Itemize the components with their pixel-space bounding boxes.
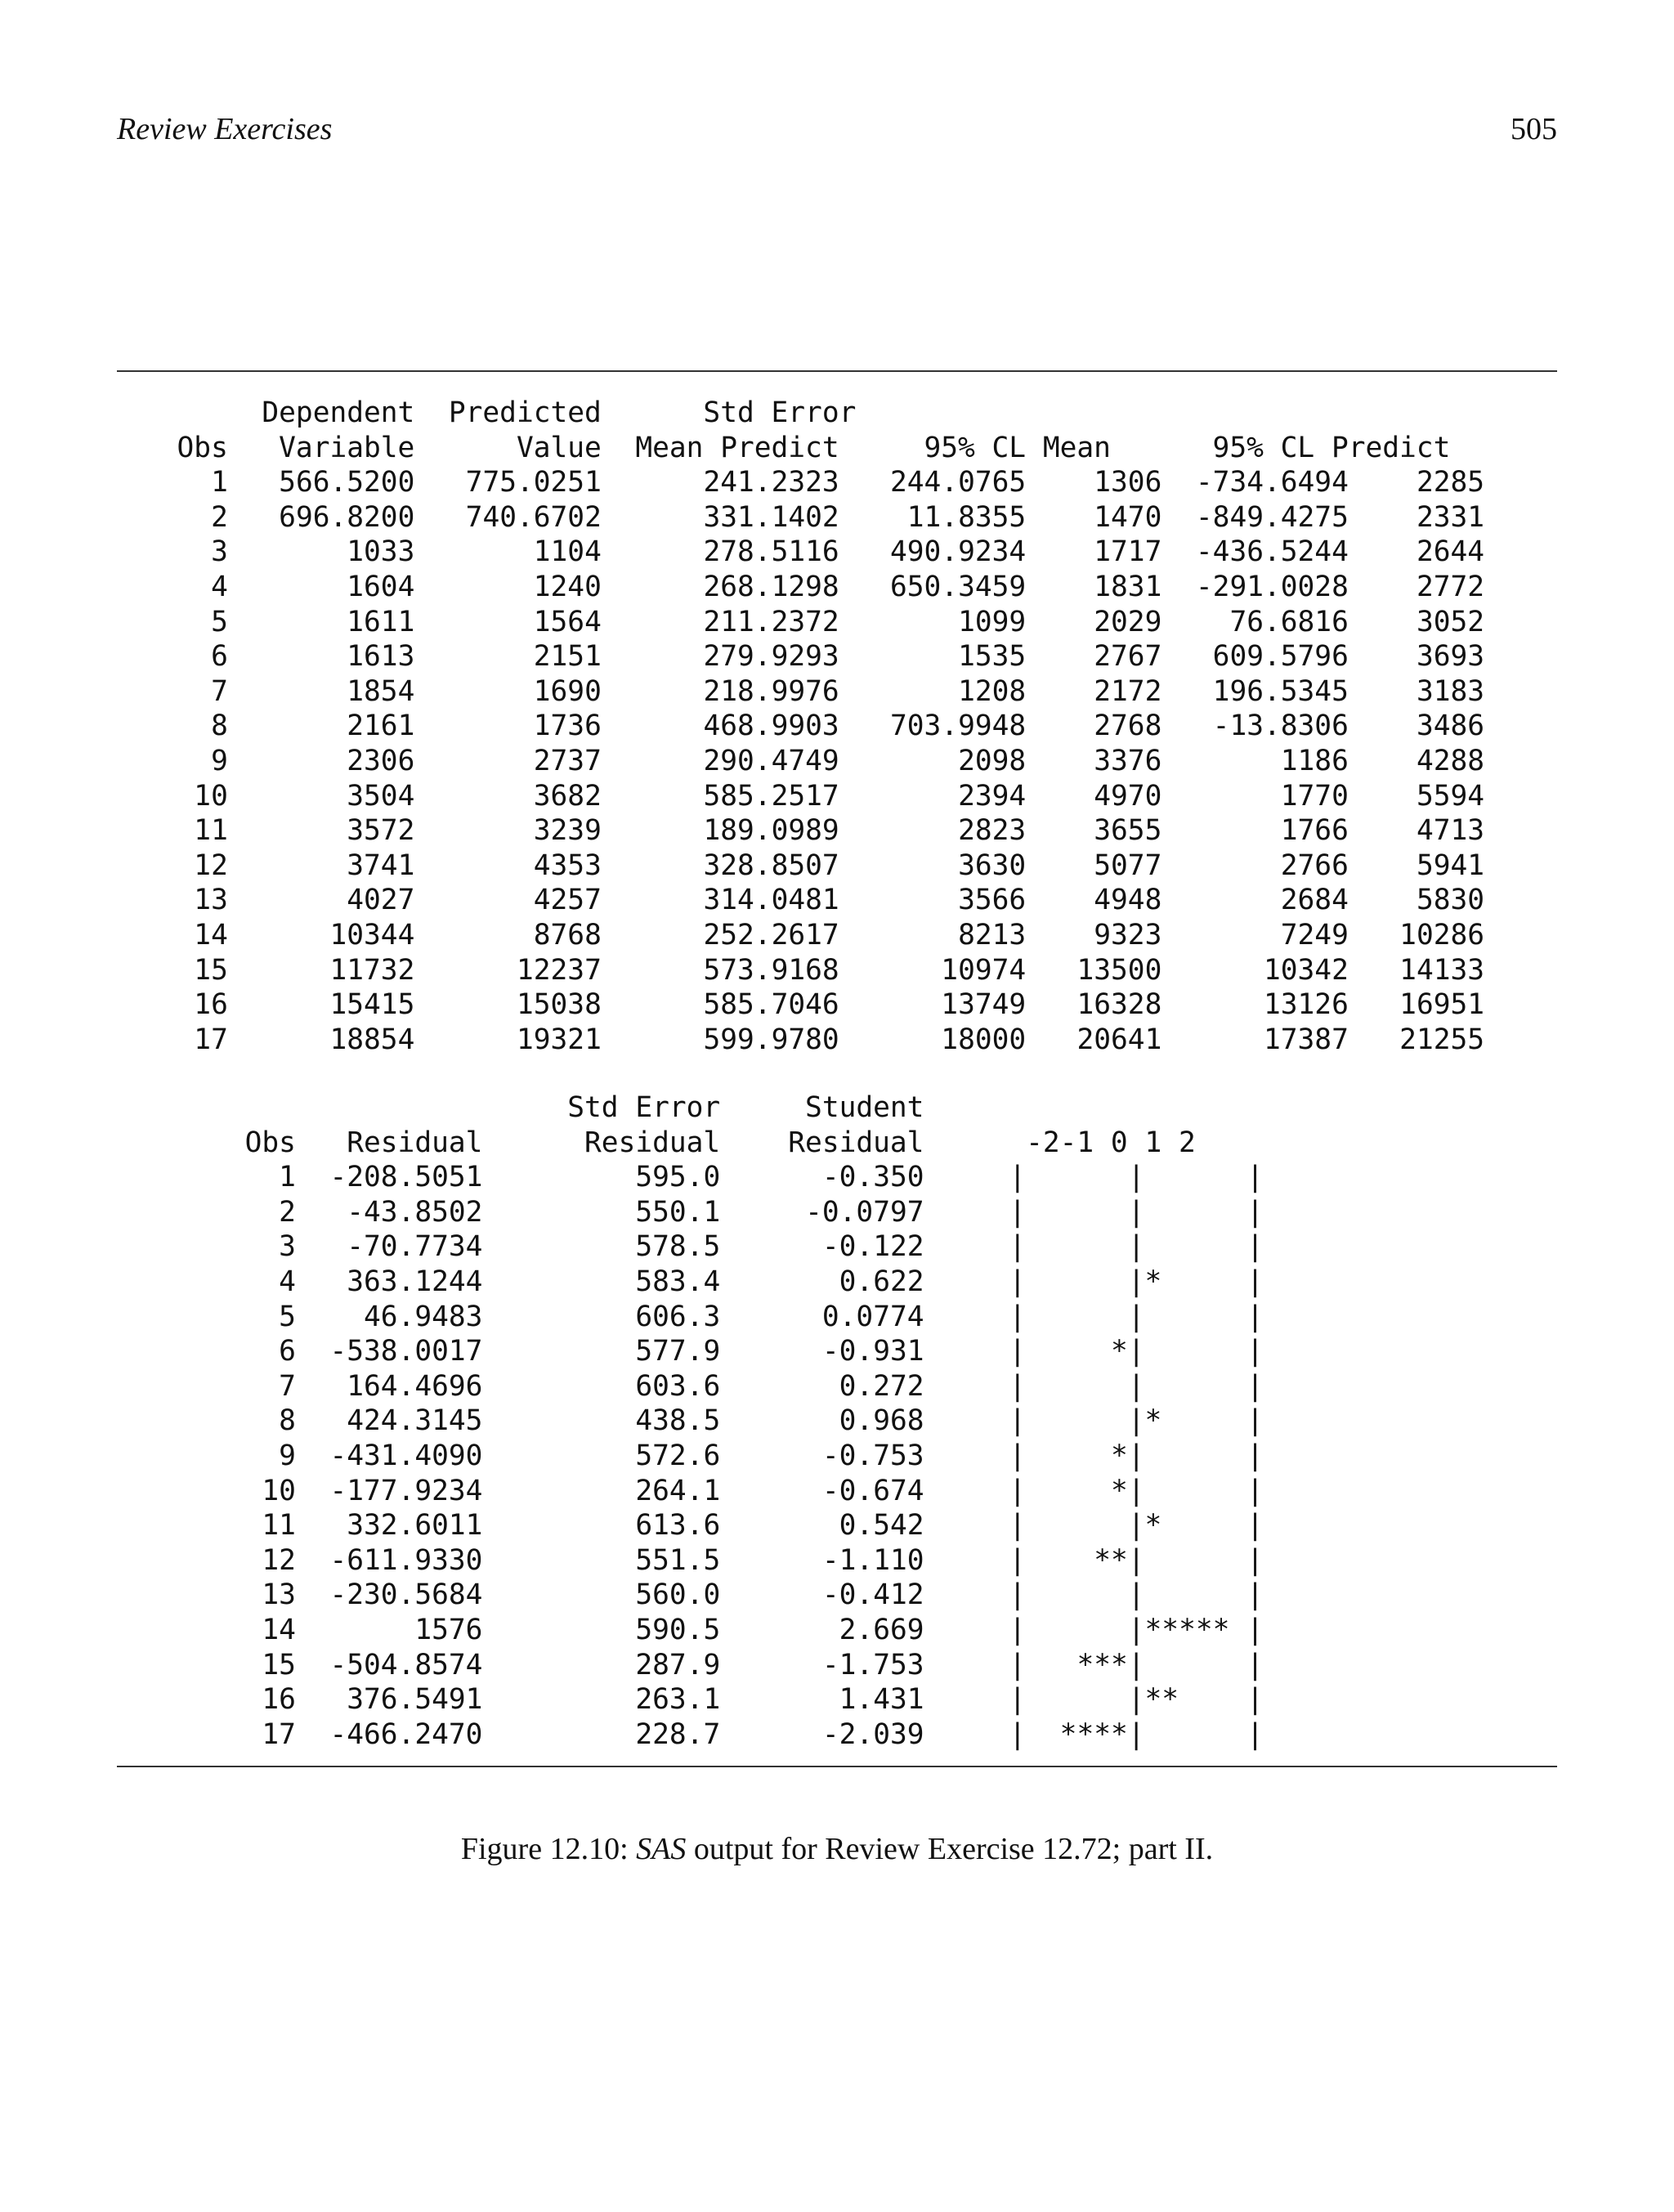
table-cell: | *| | [1009,1439,1264,1472]
table-cell: 11732 [244,953,415,987]
table-row [143,1544,1264,1577]
top-rule [117,370,1557,372]
table-cell: 16 [143,988,228,1022]
table-cell: 12 [143,1543,296,1577]
table-cell: 11 [143,814,228,848]
table-cell: 2823 [856,814,1027,848]
table-cell: 8213 [856,918,1027,952]
table-cell: 3655 [1042,814,1162,848]
table-cell: 4970 [1042,779,1162,813]
table-cell: 3566 [856,884,1027,917]
table-cell: 5594 [1365,779,1485,813]
table-cell: 2394 [856,779,1027,813]
table-cell: 4713 [1365,814,1485,848]
table2-header-1: Std Error Student [143,1091,924,1124]
table-cell: 1770 [1179,779,1349,813]
table-cell: 566.5200 [244,466,415,499]
table-row [143,1404,1264,1437]
table-cell: 14 [143,918,228,952]
table-cell: 595.0 [499,1161,721,1194]
table-cell: 17 [143,1023,228,1056]
table-cell: -70.7734 [312,1230,483,1264]
table-cell: 1 [143,1161,296,1194]
table-row [143,1335,1264,1368]
table-cell: 613.6 [499,1509,721,1543]
caption-suffix: output for Review Exercise 12.72; part II. [686,1832,1214,1866]
table-cell: 15038 [432,988,602,1022]
table-cell: -1.110 [737,1543,924,1577]
table-cell: 15415 [244,988,415,1022]
table-cell: 2644 [1365,535,1485,569]
table-cell: 3239 [432,814,602,848]
table-cell: 2737 [432,744,602,777]
table-cell: 560.0 [499,1578,721,1612]
table-cell: 490.9234 [856,535,1027,569]
table-cell: 263.1 [499,1683,721,1717]
table-cell: 13749 [856,988,1027,1022]
table-cell: 1.431 [737,1683,924,1717]
table-cell: 10344 [244,918,415,952]
table-cell: 0.272 [737,1369,924,1403]
table-row [143,1614,1264,1646]
table-cell: 7 [143,674,228,708]
table-cell: -466.2470 [312,1717,483,1751]
table-cell: 696.8200 [244,500,415,534]
table-cell: 1831 [1042,570,1162,603]
table-cell: 7249 [1179,918,1349,952]
table-cell: 228.7 [499,1717,721,1751]
table-cell: -291.0028 [1179,570,1349,603]
table-row [143,1578,1264,1611]
table-cell: 3504 [244,779,415,813]
table-cell: 572.6 [499,1439,721,1472]
table-cell: 1240 [432,570,602,603]
table-cell: 2767 [1042,640,1162,674]
table-row [143,745,1484,777]
table-cell: | |***** | [1009,1613,1264,1646]
table-row [143,1370,1264,1403]
table-cell: 2772 [1365,570,1485,603]
table-cell: 1470 [1042,500,1162,534]
table-cell: -0.753 [737,1439,924,1472]
table-cell: 1033 [244,535,415,569]
table-cell: 551.5 [499,1543,721,1577]
table-cell: -0.350 [737,1161,924,1194]
table-cell: 10342 [1179,953,1349,987]
table-cell: 438.5 [499,1404,721,1438]
table-cell: | |** | [1009,1683,1264,1717]
table-cell: | **| | [1009,1543,1264,1577]
table-cell: 218.9976 [618,674,839,708]
table-cell: | *| | [1009,1335,1264,1368]
table-row [143,919,1484,952]
table-cell: 606.3 [499,1300,721,1333]
table-cell: -1.753 [737,1648,924,1681]
table-cell: -208.5051 [312,1161,483,1194]
table-cell: 244.0765 [856,466,1027,499]
table-cell: -436.5244 [1179,535,1349,569]
table-cell: 2098 [856,744,1027,777]
table-cell: -0.0797 [737,1195,924,1229]
table-cell: 3 [143,1230,296,1264]
table-cell: -538.0017 [312,1335,483,1368]
table-cell: 775.0251 [432,466,602,499]
table-cell: 18000 [856,1023,1027,1056]
caption-prefix: Figure 12.10: [460,1832,637,1866]
table-row [143,571,1484,603]
table-cell: 18854 [244,1023,415,1056]
table-row [143,710,1484,742]
table-cell: 0.622 [737,1265,924,1298]
table-cell: 287.9 [499,1648,721,1681]
table-row [143,988,1484,1021]
table-cell: 8 [143,710,228,743]
table-cell: 603.6 [499,1369,721,1403]
table2-header-2: Obs Residual Residual Residual -2-1 0 1 2 [143,1126,1196,1159]
table-cell: 583.4 [499,1265,721,1298]
table-cell: 2 [143,500,228,534]
table-row [143,1440,1264,1472]
table-cell: -611.9330 [312,1543,483,1577]
table1-header-2: Obs Variable Value Mean Predict 95% CL Mean 95% CL Predict [143,431,1451,464]
table-cell: 740.6702 [432,500,602,534]
table-cell: 12237 [432,953,602,987]
table-cell: 2.669 [737,1613,924,1646]
table-row [143,780,1484,813]
table-cell: 13500 [1042,953,1162,987]
table-cell: 3183 [1365,674,1485,708]
table-cell: 278.5116 [618,535,839,569]
table-cell: | ***| | [1009,1648,1264,1681]
table-row [143,814,1484,847]
table-cell: 5 [143,605,228,638]
table-cell: 7 [143,1369,296,1403]
table-cell: 599.9780 [618,1023,839,1056]
table-row [143,1265,1264,1298]
table-cell: 314.0481 [618,884,839,917]
table-cell: 76.6816 [1179,605,1349,638]
table-cell: 4 [143,1265,296,1298]
table-cell: 1604 [244,570,415,603]
table-cell: 585.7046 [618,988,839,1022]
table-cell: 10 [143,1474,296,1507]
table-cell: 1564 [432,605,602,638]
table-cell: 10 [143,779,228,813]
table-cell: 3682 [432,779,602,813]
table-cell: 19321 [432,1023,602,1056]
table-cell: 14 [143,1613,296,1646]
table-cell: 4353 [432,849,602,882]
table-cell: -13.8306 [1179,710,1349,743]
table-cell: | | | [1009,1578,1264,1612]
table-cell: 13 [143,884,228,917]
table-cell: -0.412 [737,1578,924,1612]
table-cell: | | | [1009,1230,1264,1264]
table-cell: 189.0989 [618,814,839,848]
table-cell: 1099 [856,605,1027,638]
table-cell: 5941 [1365,849,1485,882]
table-cell: 10286 [1365,918,1485,952]
figure-caption [0,1831,1674,1867]
table-cell: 15 [143,953,228,987]
table-cell: 12 [143,849,228,882]
table-cell: 1306 [1042,466,1162,499]
table-row [143,849,1484,882]
table-cell: 20641 [1042,1023,1162,1056]
table-row [143,1509,1264,1542]
table-cell: 0.542 [737,1509,924,1543]
table-cell: 164.4696 [312,1369,483,1403]
table-cell: 9 [143,1439,296,1472]
table-cell: -230.5684 [312,1578,483,1612]
table-cell: -0.931 [737,1335,924,1368]
table-row [143,606,1484,638]
table-cell: 6 [143,640,228,674]
table-row [143,1301,1264,1333]
table-cell: -734.6494 [1179,466,1349,499]
table-cell: 10974 [856,953,1027,987]
table-cell: 1535 [856,640,1027,674]
table-cell: 211.2372 [618,605,839,638]
table-cell: 1 [143,466,228,499]
table-cell: 1576 [312,1613,483,1646]
table-cell: -43.8502 [312,1195,483,1229]
table-cell: 252.2617 [618,918,839,952]
table-cell: 11.8355 [856,500,1027,534]
table-row [143,466,1484,499]
table-cell: 6 [143,1335,296,1368]
table-row [143,954,1484,987]
table-cell: 4288 [1365,744,1485,777]
table-cell: 3376 [1042,744,1162,777]
table-cell: 15 [143,1648,296,1681]
caption-sas: SAS [636,1832,687,1866]
table-cell: 5077 [1042,849,1162,882]
table-cell: 650.3459 [856,570,1027,603]
table-cell: | | | [1009,1300,1264,1333]
table-cell: 550.1 [499,1195,721,1229]
table-cell: 1186 [1179,744,1349,777]
table-cell: | | | [1009,1161,1264,1194]
table-cell: 4027 [244,884,415,917]
table-cell: 268.1298 [618,570,839,603]
table-cell: 573.9168 [618,953,839,987]
table-cell: 1854 [244,674,415,708]
table-cell: 17387 [1179,1023,1349,1056]
table-cell: 424.3145 [312,1404,483,1438]
table-cell: 3 [143,535,228,569]
table-cell: 2684 [1179,884,1349,917]
page-number: 505 [1511,112,1557,146]
table-cell: 196.5345 [1179,674,1349,708]
table-row [143,1683,1264,1716]
table-row [143,1196,1264,1229]
table-cell: 2768 [1042,710,1162,743]
table-cell: 290.4749 [618,744,839,777]
table-cell: 0.0774 [737,1300,924,1333]
table-cell: 9323 [1042,918,1162,952]
table-cell: 2 [143,1195,296,1229]
table-cell: 264.1 [499,1474,721,1507]
table-cell: 2306 [244,744,415,777]
table-cell: 5 [143,1300,296,1333]
table-cell: 2285 [1365,466,1485,499]
table-cell: 468.9903 [618,710,839,743]
table-cell: 16951 [1365,988,1485,1022]
table-cell: 2766 [1179,849,1349,882]
bottom-rule [117,1766,1557,1767]
table-row [143,501,1484,534]
table-cell: 1208 [856,674,1027,708]
table-cell: 4257 [432,884,602,917]
table-cell: 279.9293 [618,640,839,674]
table-cell: 5830 [1365,884,1485,917]
table-cell: | | | [1009,1369,1264,1403]
table-cell: | *| | [1009,1474,1264,1507]
table-cell: 16 [143,1683,296,1717]
table-row [143,1023,1484,1056]
table-cell: 2029 [1042,605,1162,638]
table-row [143,1718,1264,1751]
table-cell: 590.5 [499,1613,721,1646]
table-cell: | |* | [1009,1509,1264,1543]
table-cell: | |* | [1009,1265,1264,1298]
table-cell: 13126 [1179,988,1349,1022]
table-cell: 4 [143,570,228,603]
table-cell: -504.8574 [312,1648,483,1681]
table-cell: 8768 [432,918,602,952]
table-cell: 3741 [244,849,415,882]
table-cell: 1690 [432,674,602,708]
table-row [143,1649,1264,1681]
table-cell: -0.674 [737,1474,924,1507]
table-row [143,884,1484,916]
table-cell: 609.5796 [1179,640,1349,674]
table-cell: 1613 [244,640,415,674]
predicted-values-table [143,396,1484,1057]
table-cell: | |* | [1009,1404,1264,1438]
table-cell: 585.2517 [618,779,839,813]
table-cell: 2172 [1042,674,1162,708]
table-cell: 16328 [1042,988,1162,1022]
table-cell: | ****| | [1009,1717,1264,1751]
table-cell: 11 [143,1509,296,1543]
table-cell: 2151 [432,640,602,674]
table-cell: 0.968 [737,1404,924,1438]
table-cell: 3693 [1365,640,1485,674]
table-cell: 703.9948 [856,710,1027,743]
table-cell: 2161 [244,710,415,743]
table-cell: 3052 [1365,605,1485,638]
table-cell: 363.1244 [312,1265,483,1298]
table-cell: 1717 [1042,535,1162,569]
table-cell: -0.122 [737,1230,924,1264]
residuals-table [143,1090,1264,1752]
table-cell: 332.6011 [312,1509,483,1543]
table-cell: -177.9234 [312,1474,483,1507]
table-row [143,1230,1264,1263]
table-cell: 14133 [1365,953,1485,987]
table1-header-1: Dependent Predicted Std Error [143,396,857,429]
table-cell: 328.8507 [618,849,839,882]
table-cell: 21255 [1365,1023,1485,1056]
table-cell: 241.2323 [618,466,839,499]
table-cell: -2.039 [737,1717,924,1751]
table-cell: 46.9483 [312,1300,483,1333]
table-row [143,535,1484,568]
table-cell: 13 [143,1578,296,1612]
table-row [143,1475,1264,1507]
table-cell: -849.4275 [1179,500,1349,534]
table-cell: 8 [143,1404,296,1438]
table-cell: 1736 [432,710,602,743]
table-cell: 1766 [1179,814,1349,848]
table-cell: 1611 [244,605,415,638]
table-cell: 376.5491 [312,1683,483,1717]
table-cell: 3630 [856,849,1027,882]
table-row [143,640,1484,673]
table-cell: 2331 [1365,500,1485,534]
table-row [143,675,1484,708]
table-cell: | | | [1009,1195,1264,1229]
table-cell: 331.1402 [618,500,839,534]
table-cell: 4948 [1042,884,1162,917]
table-cell: 578.5 [499,1230,721,1264]
table-cell: -431.4090 [312,1439,483,1472]
table-cell: 577.9 [499,1335,721,1368]
table-cell: 3572 [244,814,415,848]
table-cell: 17 [143,1717,296,1751]
running-head: Review Exercises [117,112,333,146]
table-cell: 1104 [432,535,602,569]
table-row [143,1161,1264,1193]
table-cell: 3486 [1365,710,1485,743]
table-cell: 9 [143,744,228,777]
